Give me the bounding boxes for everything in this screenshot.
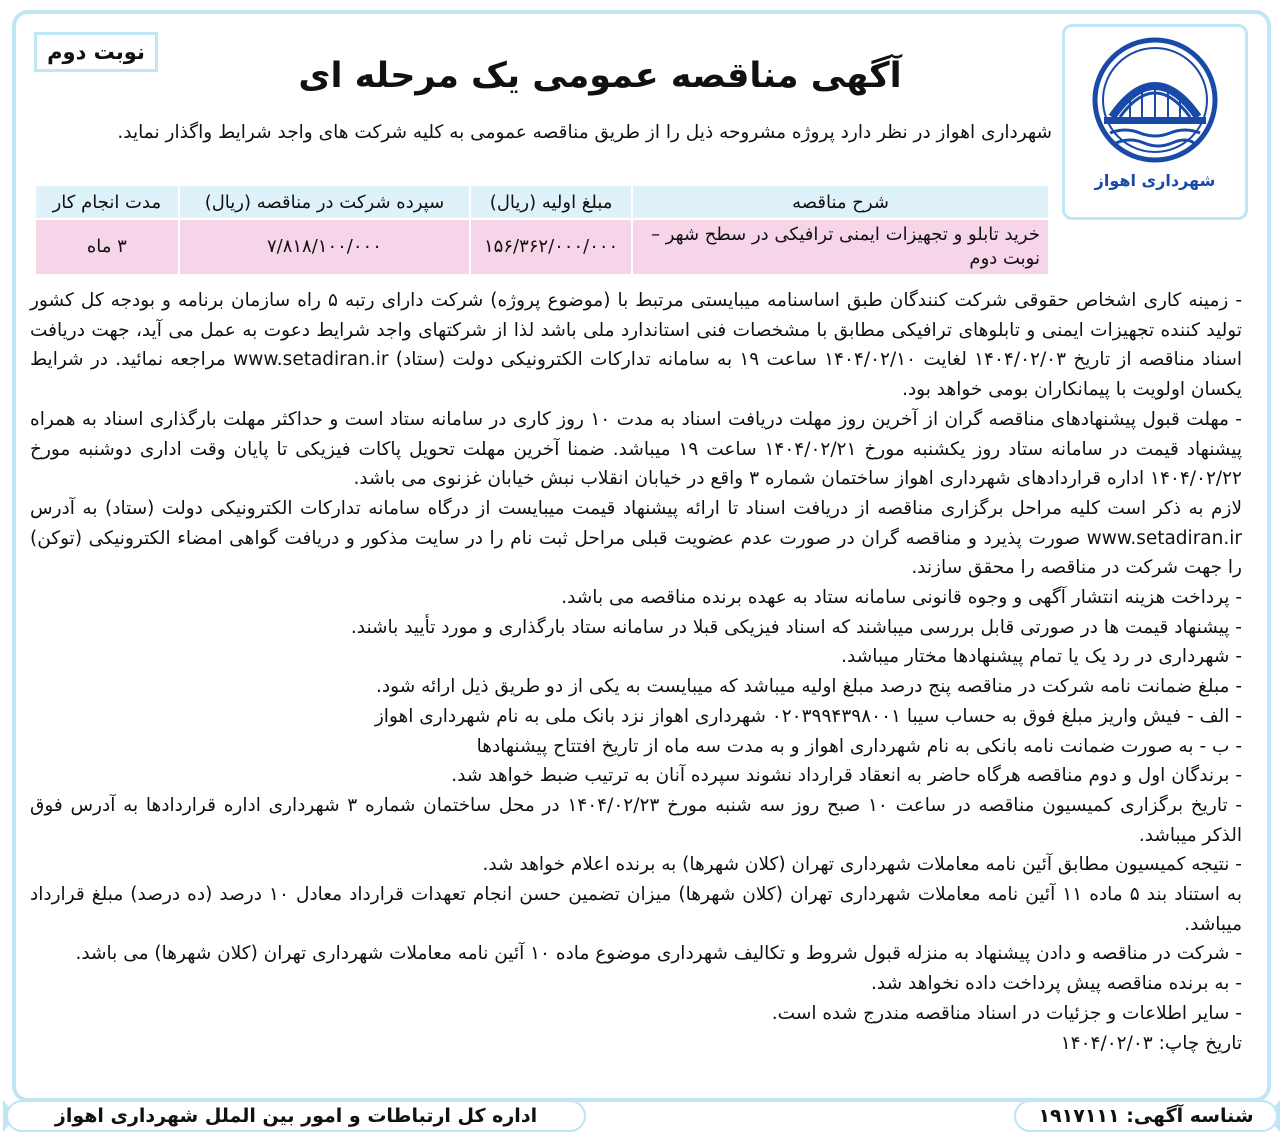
paragraph: - ب - به صورت ضمانت نامه بانکی به نام شهرداری اهواز و به مدت سه ماه از تاریخ افتتاح پیشنهادها bbox=[476, 735, 1242, 757]
header-initial-amount: مبلغ اولیه (ریال) bbox=[470, 185, 632, 219]
paragraph: - برندگان اول و دوم مناقصه هرگاه حاضر به انعقاد قرارداد نشوند سپرده آنان به ترتیب ضبط خواهد شد. bbox=[451, 765, 1242, 787]
table-header-row bbox=[35, 185, 1049, 219]
office-name: اداره کل ارتباطات و امور بین الملل شهرداری اهواز bbox=[6, 1100, 586, 1132]
paragraph: - سایر اطلاعات و جزئیات در اسناد مناقصه مندرج شده است. bbox=[771, 1002, 1242, 1024]
ad-id: شناسه آگهی: ۱۹۱۷۱۱۱ bbox=[1014, 1100, 1278, 1132]
header-duration: مدت انجام کار bbox=[35, 185, 179, 219]
cell-initial-amount: ۱۵۶/۳۶۲/۰۰۰/۰۰۰ bbox=[470, 219, 632, 275]
paragraph: - الف - فیش واریز مبلغ فوق به حساب سیبا ۰۲۰۳۹۹۴۳۹۸۰۰۱ شهرداری اهواز نزد بانک ملی به نام شهرداری اهواز bbox=[374, 705, 1242, 727]
paragraph: - نتیجه کمیسیون مطابق آئین نامه معاملات شهرداری تهران (کلان شهرها) به برنده اعلام خواهد شد. bbox=[482, 854, 1242, 876]
footer-bar bbox=[0, 1098, 1285, 1135]
cell-duration: ۳ ماه bbox=[35, 219, 179, 275]
round-badge: نوبت دوم bbox=[34, 32, 158, 72]
cell-deposit: ۷/۸۱۸/۱۰۰/۰۰۰ bbox=[179, 219, 470, 275]
bridge-logo-icon bbox=[1090, 35, 1220, 165]
print-date: تاریخ چاپ: ۱۴۰۴/۰۲/۰۳ bbox=[1060, 1032, 1242, 1054]
paragraph: - تاریخ برگزاری کمیسیون مناقصه در ساعت ۱۰ صبح روز سه شنبه مورخ ۱۴۰۴/۰۲/۲۳ در محل ساختمان شماره ۳ شهرداری اداره قراردادها به آدرس فوق الذکر میباشد. bbox=[30, 794, 1243, 846]
cell-description: خرید تابلو و تجهیزات ایمنی ترافیکی در سطح شهر – نوبت دوم bbox=[632, 219, 1049, 275]
intro-text: شهرداری اهواز در نظر دارد پروژه مشروحه ذیل را از طریق مناقصه عمومی به کلیه شرکت های واجد شرایط واگذار نماید. bbox=[117, 122, 1052, 143]
notice-body bbox=[30, 286, 1242, 1058]
paragraph: - به برنده مناقصه پیش پرداخت داده نخواهد شد. bbox=[871, 973, 1242, 995]
paragraph: به استناد بند ۵ ماده ۱۱ آئین نامه معاملات شهرداری تهران (کلان شهرها) میزان تضمین حسن انجام تعهدات قرارداد معادل ۱۰ درصد (ده درصد) مبلغ قرارداد میباشد. bbox=[30, 884, 1242, 935]
header-deposit: سپرده شرکت در مناقصه (ریال) bbox=[179, 185, 470, 219]
tender-table bbox=[34, 184, 1050, 276]
logo-box bbox=[1062, 24, 1248, 220]
paragraph: - مهلت قبول پیشنهادهای مناقصه گران از آخرین روز مهلت دریافت اسناد به مدت ۱۰ روز کاری در سامانه ستاد است و حداکثر مهلت بارگذاری اسناد به همراه پیشنهاد قیمت در سامانه ستاد روز یکشنبه مورخ ۱۴۰۴/۰۲/۲۱ ساعت ۱۹ میباشد. ضمنا آخرین مهلت تحویل پاکات فیزیکی تا پایان وقت اداری دوشنبه مورخ ۱۴۰۴/۰۲/۲۲ اداره قراردادهای شهرداری اهواز ساختمان شماره ۳ واقع در خیابان انقلاب نبش خیابان غزنوی می باشد. bbox=[30, 408, 1243, 490]
paragraph: - زمینه کاری اشخاص حقوقی شرکت کنندگان طبق اساسنامه میبایستی مرتبط با (موضوع پروژه) شرکت دارای رتبه ۵ راه سازمان برنامه و بودجه کل کشور تولید کننده تجهیزات ایمنی و تابلوهای ترافیکی مطابق با مشخصات فنی استاندارد ملی باشد لذا از شرکتهای واجد شرایط دعوت به عمل می آید، جهت دریافت اسناد مناقصه از تاریخ ۱۴۰۴/۰۲/۰۳ لغایت ۱۴۰۴/۰۲/۱۰ ساعت ۱۹ به سامانه تدارکات الکترونیکی دولت (ستاد) www.setadiran.ir مراجعه نمائید. در شرایط یکسان اولویت با پیمانکاران بومی خواهد بود. bbox=[30, 290, 1243, 401]
paragraph: - پرداخت هزینه انتشار آگهی و وجوه قانونی سامانه ستاد به عهده برنده مناقصه می باشد. bbox=[561, 587, 1242, 609]
paragraph: - پیشنهاد قیمت ها در صورتی قابل بررسی میباشند که اسناد فیزیکی قبلا در سامانه ستاد بارگذاری و مورد تأیید باشند. bbox=[350, 616, 1242, 638]
logo-caption: شهرداری اهواز bbox=[1094, 171, 1216, 190]
table-row bbox=[35, 219, 1049, 275]
paragraph: لازم به ذکر است کلیه مراحل برگزاری مناقصه از دریافت اسناد تا ارائه پیشنهاد قیمت میبایست از درگاه سامانه تدارکات الکترونیکی دولت (ستاد) به آدرس www.setadiran.ir صورت پذیرد و مناقصه گران در صورت عدم عضویت قبلی مراحل ثبت نام را در سایت مذکور و دریافت گواهی امضاء الکترونیکی (توکن) را جهت شرکت در مناقصه را محقق سازند. bbox=[30, 497, 1242, 579]
page-title: آگهی مناقصه عمومی یک مرحله ای bbox=[298, 56, 902, 96]
header-description: شرح مناقصه bbox=[632, 185, 1049, 219]
paragraph: - مبلغ ضمانت نامه شرکت در مناقصه پنج درصد مبلغ اولیه میباشد که میبایست به یکی از دو طریق ذیل ارائه شود. bbox=[376, 676, 1242, 698]
paragraph: - شهرداری در رد یک یا تمام پیشنهادها مختار میباشد. bbox=[841, 646, 1242, 668]
paragraph: - شرکت در مناقصه و دادن پیشنهاد به منزله قبول شروط و تکالیف شهرداری موضوع ماده ۱۰ آئین نامه معاملات شهرداری تهران (کلان شهرها) می باشد. bbox=[75, 943, 1242, 965]
